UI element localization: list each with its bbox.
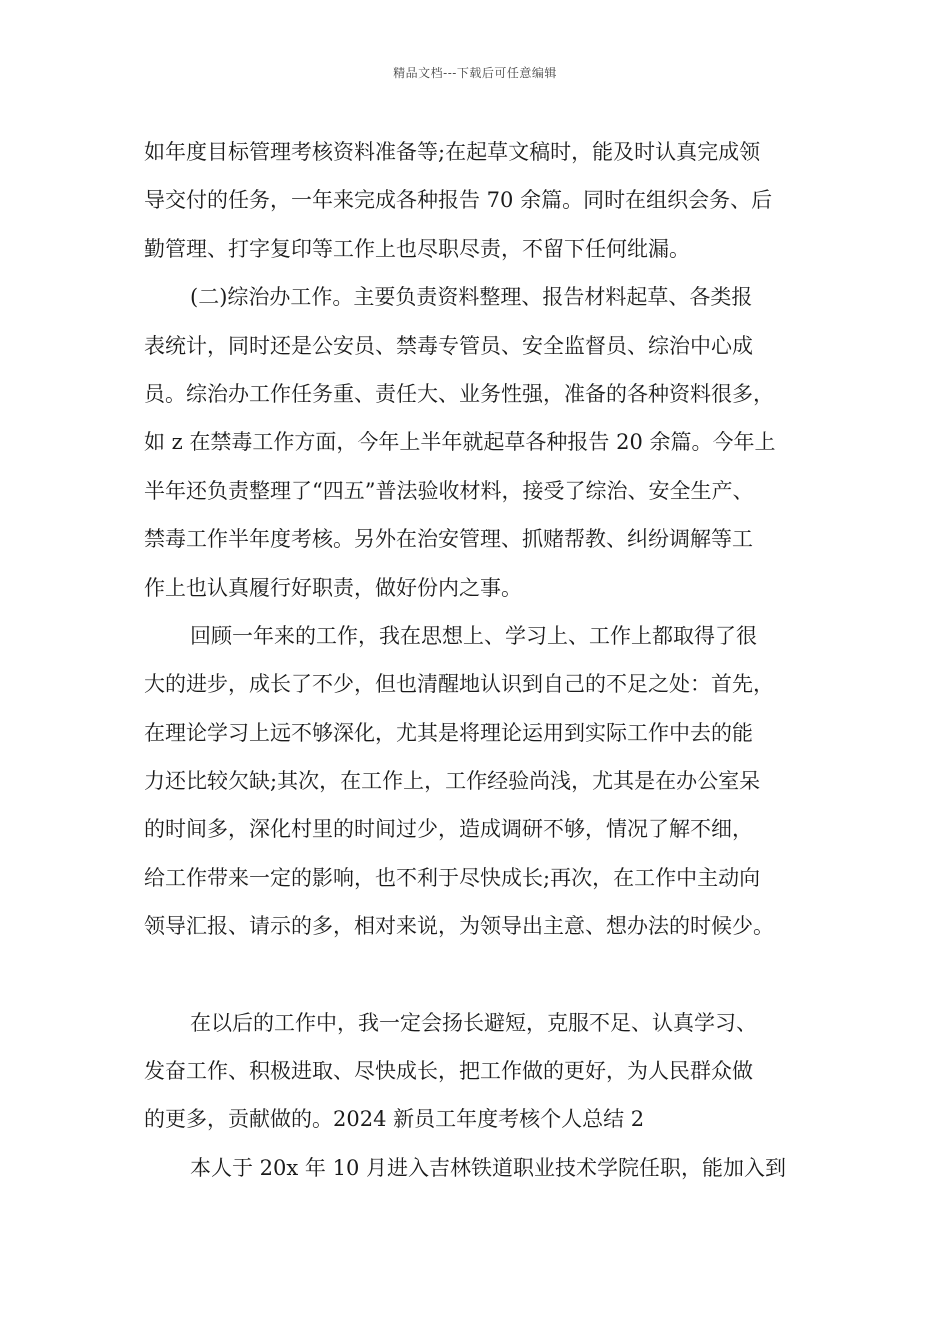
paragraph-4	[144, 999, 834, 1144]
text-line: 作上也认真履行好职责，做好份内之事。	[144, 575, 522, 600]
paragraph-gap	[144, 951, 834, 999]
paragraph-3	[144, 612, 834, 951]
text-line: 如年度目标管理考核资料准备等;在起草文稿时，能及时认真完成领	[144, 140, 761, 164]
text-line: 如 z 在禁毒工作方面，今年上半年就起草各种报告 20 余篇。今年上	[144, 430, 776, 455]
text-line: 导交付的任务，一年来完成各种报告 70 余篇。同时在组织会务、后	[144, 188, 773, 213]
text-line: 发奋工作、积极进取、尽快成长，把工作做的更好，为人民群众做	[144, 1059, 753, 1084]
text-line: 员。综治办工作任务重、责任大、业务性强，准备的各种资料很多，	[144, 381, 774, 406]
text-line: 领导汇报、请示的多，相对来说，为领导出主意、想办法的时候少。	[144, 914, 774, 939]
text-line: 在理论学习上远不够深化，尤其是将理论运用到实际工作中去的能	[144, 720, 753, 745]
text-line: 在以后的工作中，我一定会扬长避短，克服不足、认真学习、	[190, 1010, 757, 1035]
paragraph-5	[144, 1144, 834, 1192]
text-line: 表统计，同时还是公安员、禁毒专管员、安全监督员、综治中心成	[144, 333, 753, 358]
text-line: 本人于 20x 年 10 月进入吉林铁道职业技术学院任职，能加入到	[190, 1155, 786, 1180]
text-line: 勤管理、打字复印等工作上也尽职尽责，不留下任何纰漏。	[144, 236, 690, 261]
text-line: 的更多，贡献做的。2024 新员工年度考核个人总结 2	[144, 1107, 645, 1132]
text-line: 禁毒工作半年度考核。另外在治安管理、抓赌帮教、纠纷调解等工	[144, 527, 753, 552]
text-line: 力还比较欠缺;其次，在工作上，工作经验尚浅，尤其是在办公室呆	[144, 769, 761, 794]
paragraph-2	[144, 273, 834, 612]
paragraph-1	[144, 128, 834, 273]
page-header: 精品文档---下载后可任意编辑	[393, 66, 557, 80]
text-line: 回顾一年来的工作，我在思想上、学习上、工作上都取得了很	[190, 623, 757, 648]
text-line: 大的进步，成长了不少，但也清醒地认识到自己的不足之处：首先，	[144, 672, 774, 697]
text-line: (二)综治办工作。主要负责资料整理、报告材料起草、各类报	[190, 285, 753, 310]
document-body	[144, 128, 834, 1192]
text-line: 给工作带来一定的影响，也不利于尽快成长;再次，在工作中主动向	[144, 865, 761, 890]
text-line: 的时间多，深化村里的时间过少，造成调研不够，情况了解不细，	[144, 817, 753, 842]
text-line: 半年还负责整理了“四五”普法验收材料，接受了综治、安全生产、	[144, 478, 754, 503]
